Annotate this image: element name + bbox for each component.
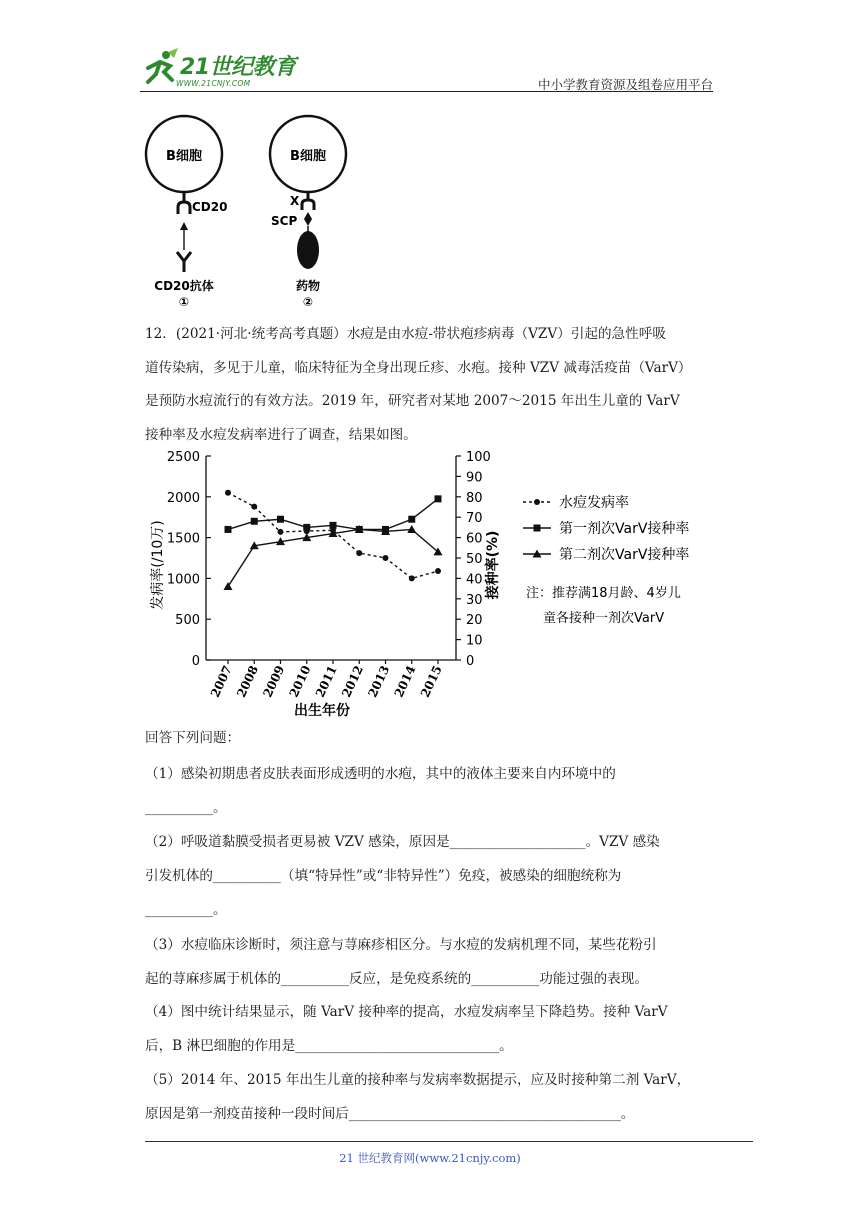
y-right-tick-label: 20 (466, 613, 483, 629)
x-receptor-icon (302, 192, 314, 210)
series-line-2 (228, 529, 438, 586)
x-tick-label: 2008 (234, 663, 261, 700)
y-right-tick-label: 0 (466, 654, 475, 669)
y-left-tick-label: 1500 (166, 531, 200, 547)
data-point (251, 518, 258, 525)
y-left-tick-label: 0 (191, 654, 200, 669)
y-axis-right-label: 接种率(%) (485, 530, 501, 600)
x-tick-label: 2010 (286, 663, 314, 700)
drug-icon (297, 231, 319, 269)
figure-number-1: ① (178, 295, 190, 308)
data-point (356, 550, 362, 556)
y-right-tick-label: 10 (466, 633, 483, 649)
x-label: X (290, 194, 300, 208)
x-tick-label: 2009 (260, 663, 288, 700)
y-right-tick-label: 40 (466, 572, 483, 588)
cd20-receptor-icon (178, 192, 190, 214)
q4-line-b: 后，B 淋巴细胞的作用是______________________________。 (145, 1038, 513, 1054)
data-point (383, 555, 389, 561)
x-tick-label: 2013 (365, 663, 393, 700)
chart-note-line-2: 童各接种一剂次VarV (543, 611, 665, 626)
data-point (407, 525, 416, 533)
y-right-tick-label: 30 (466, 592, 483, 608)
y-right-tick-label: 60 (466, 531, 483, 547)
x-tick-label: 2011 (312, 663, 340, 700)
data-point (225, 526, 232, 533)
question-line-4: 接种率及水痘发病率进行了调查，结果如图。 (145, 427, 417, 443)
chart-note-line-1: 注：推荐满18月龄、4岁儿 (526, 586, 681, 601)
figure-number-2: ② (302, 295, 314, 308)
cd20-antibody-caption: CD20抗体 (154, 279, 214, 293)
x-tick-label: 2015 (417, 663, 445, 700)
y-left-tick-label: 2500 (166, 450, 200, 465)
y-left-tick-label: 2000 (166, 490, 200, 506)
q1-line-b: __________。 (145, 800, 227, 816)
y-right-tick-label: 70 (466, 511, 483, 527)
x-axis-label: 出生年份 (294, 703, 350, 719)
vaccination-chart (140, 440, 720, 720)
logo-url: WWW.21CNJY.COM (176, 79, 251, 88)
x-tick-label: 2007 (207, 663, 235, 700)
data-point (408, 516, 415, 523)
q4-line-a: （4）图中统计结果显示，随 VarV 接种率的提高，水痘发病率呈下降趋势。接种 VarV (145, 1004, 668, 1020)
y-right-tick-label: 90 (466, 470, 483, 486)
right-cell-label: B细胞 (290, 149, 326, 164)
q2-line-a: （2）呼吸道黏膜受损者更易被 VZV 感染，原因是____________________。VZV 感染 (145, 834, 660, 850)
runner-logo-icon (140, 48, 180, 88)
y-axis-left-label: 发病率(/10万) (150, 520, 166, 610)
legend-marker (534, 499, 540, 505)
q1-line-a: （1）感染初期患者皮肤表面形成透明的水疱，其中的液体主要来自内环境中的 (145, 766, 616, 782)
data-point (278, 529, 284, 535)
x-tick-label: 2014 (391, 663, 419, 700)
legend-label-2: 第二剂次VarV接种率 (559, 547, 690, 563)
q5-line-b: 原因是第一剂疫苗接种一段时间后________________________________________。 (145, 1106, 635, 1122)
b-cell-diagram (140, 108, 380, 308)
site-logo (140, 40, 310, 90)
q2-line-b: 引发机体的__________（填“特异性”或“非特异性”）免疫，被感染的细胞统称为 (145, 868, 622, 884)
legend-marker (534, 525, 541, 532)
data-point (330, 522, 337, 529)
data-point (277, 516, 284, 523)
question-line-1: 12．(2021·河北·统考高考真题）水痘是由水痘-带状疱疹病毒（VZV）引起的急性呼吸 (145, 326, 666, 342)
y-right-tick-label: 80 (466, 490, 483, 506)
logo-text: 21世纪教育 (180, 55, 296, 80)
q3-line-b: 起的荨麻疹属于机体的__________反应，是免疫系统的__________功能过强的表现。 (145, 971, 648, 987)
data-point (435, 568, 441, 574)
cd20-label: CD20 (192, 200, 228, 214)
scp-label: SCP (271, 214, 298, 228)
data-point (409, 575, 415, 581)
y-right-tick-label: 100 (466, 450, 491, 465)
data-point (303, 524, 310, 531)
data-point (251, 504, 257, 510)
legend-label-1: 第一剂次VarV接种率 (559, 521, 690, 537)
page-header (140, 40, 713, 92)
platform-title: 中小学教育资源及组卷应用平台 (537, 77, 713, 92)
q3-line-a: （3）水痘临床诊断时，须注意与荨麻疹相区分。与水痘的发病机理不同，某些花粉引 (145, 937, 657, 953)
data-point (224, 582, 233, 590)
binding-arrow-icon (180, 222, 188, 250)
drug-caption: 药物 (295, 279, 321, 293)
footer-link[interactable]: 21 世纪教育网(www.21cnjy.com) (339, 1151, 521, 1165)
footer-divider (145, 1141, 753, 1142)
q5-line-a: （5）2014 年、2015 年出生儿童的接种率与发病率数据提示，应及时接种第二剂 VarV， (145, 1072, 691, 1088)
scp-icon (304, 212, 312, 226)
data-point (435, 495, 442, 502)
legend-label-0: 水痘发病率 (559, 495, 629, 511)
y-left-tick-label: 1000 (166, 572, 200, 588)
question-line-3: 是预防水痘流行的有效方法。2019 年，研究者对某地 2007～2015 年出生儿童的 VarV (145, 393, 680, 409)
data-point (225, 490, 231, 496)
q2-line-c: __________。 (145, 902, 227, 918)
cd20-antibody-icon (177, 252, 191, 272)
header-divider (140, 91, 713, 92)
x-tick-label: 2012 (339, 663, 366, 700)
y-right-tick-label: 50 (466, 552, 483, 567)
y-left-tick-label: 500 (175, 613, 200, 629)
question-line-2: 道传染病，多见于儿童，临床特征为全身出现丘疹、水疱。接种 VZV 减毒活疫苗（VarV） (145, 360, 692, 376)
left-cell-label: B细胞 (166, 149, 202, 164)
answers-intro: 回答下列问题： (145, 730, 241, 746)
